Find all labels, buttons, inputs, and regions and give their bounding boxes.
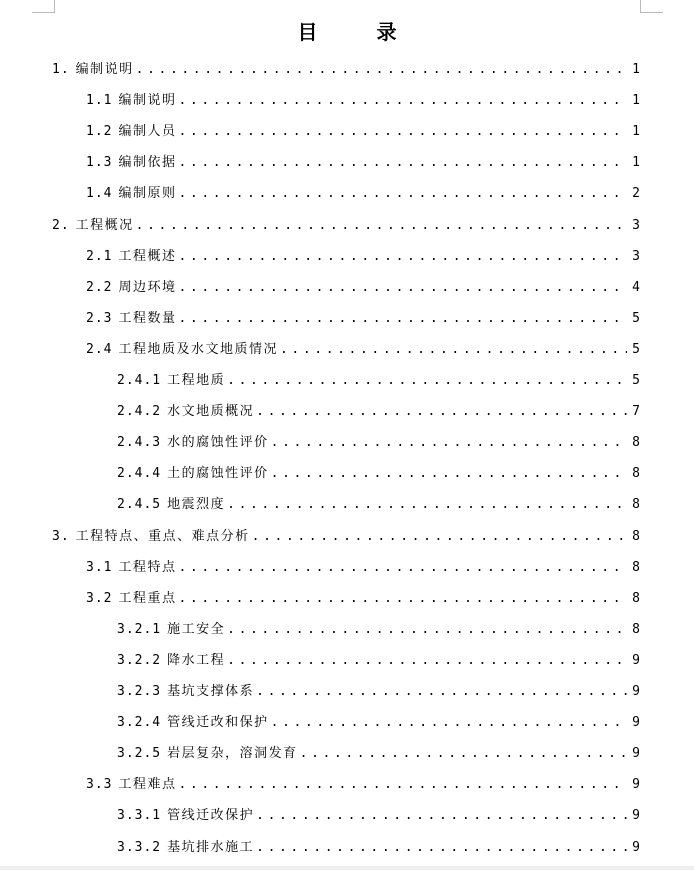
toc-entry-page-number: 5 — [632, 311, 640, 326]
toc-entry[interactable] — [86, 309, 640, 329]
toc-entry-text: 降水工程 — [167, 653, 226, 668]
toc-dot-leader — [256, 682, 627, 702]
toc-entry-number: 2.4.3 — [117, 435, 162, 450]
toc-entry-text: 工程概况 — [75, 218, 134, 233]
toc-entry-number: 2.4.5 — [117, 497, 162, 512]
toc-entry-text: 工程地质及水文地质情况 — [118, 342, 278, 357]
toc-entry-page-number: 9 — [632, 684, 640, 699]
toc-dot-leader — [227, 495, 627, 515]
toc-entry-text: 岩层复杂，溶洞发育 — [167, 746, 298, 761]
toc-entry-number: 2.4.2 — [117, 404, 162, 419]
toc-entry-number: 3.2.3 — [117, 684, 162, 699]
toc-dot-leader — [227, 371, 627, 391]
toc-entry-number: 3.3 — [86, 777, 113, 792]
toc-dot-leader — [252, 527, 627, 547]
toc-entry[interactable] — [86, 153, 640, 173]
crop-mark-top-right — [640, 0, 663, 13]
toc-entry[interactable] — [86, 247, 640, 267]
toc-entry-number: 1. — [52, 62, 70, 77]
toc-dot-leader — [227, 620, 627, 640]
toc-entry-page-number: 9 — [632, 808, 640, 823]
page-bottom-edge — [0, 866, 694, 870]
toc-dot-leader — [179, 309, 628, 329]
toc-entry[interactable] — [117, 371, 640, 391]
toc-dot-leader — [271, 433, 627, 453]
toc-entry-text: 工程特点 — [118, 560, 177, 575]
toc-entry-text: 工程重点 — [118, 591, 177, 606]
toc-entry-text: 编制说明 — [118, 93, 177, 108]
toc-entry[interactable] — [86, 589, 640, 609]
toc-title: 目 录 — [297, 20, 423, 44]
toc-entry-text: 管线迁改和保护 — [167, 715, 269, 730]
toc-entry-number: 3.2 — [86, 591, 113, 606]
toc-dot-leader — [136, 216, 627, 236]
toc-entry[interactable] — [86, 775, 640, 795]
toc-entry-page-number: 1 — [632, 124, 640, 139]
toc-entry-number: 3.1 — [86, 560, 113, 575]
toc-entry-page-number: 1 — [632, 155, 640, 170]
toc-entry-text: 水的腐蚀性评价 — [167, 435, 269, 450]
toc-entry[interactable] — [117, 806, 640, 826]
toc-entry-number: 3.2.1 — [117, 622, 162, 637]
toc-entry[interactable] — [86, 340, 640, 360]
toc-entry-text: 水文地质概况 — [167, 404, 255, 419]
toc-entry-number: 3.2.4 — [117, 715, 162, 730]
toc-dot-leader — [179, 153, 628, 173]
toc-entry[interactable] — [117, 682, 640, 702]
toc-entry-number: 3.3.1 — [117, 808, 162, 823]
toc-entry-number: 2.4 — [86, 342, 113, 357]
toc-dot-leader — [300, 744, 627, 764]
toc-entry-text: 基坑排水施工 — [167, 840, 255, 855]
toc-entry-text: 工程特点、重点、难点分析 — [75, 529, 250, 544]
toc-entry-page-number: 8 — [632, 529, 640, 544]
toc-entry[interactable] — [117, 402, 640, 422]
toc-dot-leader — [271, 713, 627, 733]
toc-entry-text: 编制人员 — [118, 124, 177, 139]
toc-entry[interactable] — [117, 464, 640, 484]
toc-entry-text: 工程地质 — [167, 373, 226, 388]
toc-entry-number: 2.4.1 — [117, 373, 162, 388]
toc-entry-page-number: 8 — [632, 591, 640, 606]
toc-entry-number: 3. — [52, 529, 70, 544]
toc-entry[interactable] — [117, 651, 640, 671]
toc-entry-number: 1.3 — [86, 155, 113, 170]
toc-entry-text: 管线迁改保护 — [167, 808, 255, 823]
toc-dot-leader — [179, 91, 628, 111]
toc-entry-text: 工程难点 — [118, 777, 177, 792]
toc-dot-leader — [136, 60, 627, 80]
toc-entry-page-number: 7 — [632, 404, 640, 419]
toc-entry-number: 3.3.2 — [117, 840, 162, 855]
toc-entry-text: 土的腐蚀性评价 — [167, 466, 269, 481]
toc-entry[interactable] — [86, 184, 640, 204]
toc-entry-number: 2.2 — [86, 280, 113, 295]
toc-entry[interactable] — [86, 278, 640, 298]
toc-entry-text: 编制说明 — [75, 62, 134, 77]
toc-dot-leader — [271, 464, 627, 484]
toc-entry-page-number: 5 — [632, 342, 640, 357]
toc-dot-leader — [179, 558, 628, 578]
toc-entry-page-number: 5 — [632, 373, 640, 388]
toc-entry-page-number: 9 — [632, 746, 640, 761]
toc-entry-page-number: 2 — [632, 186, 640, 201]
toc-entry-page-number: 8 — [632, 435, 640, 450]
toc-entry-text: 编制原则 — [118, 186, 177, 201]
toc-dot-leader — [256, 838, 627, 858]
toc-entry-page-number: 3 — [632, 218, 640, 233]
toc-entry-text: 基坑支撑体系 — [167, 684, 255, 699]
toc-entry-page-number: 9 — [632, 840, 640, 855]
crop-mark-top-left — [32, 0, 55, 13]
toc-entry-page-number: 8 — [632, 497, 640, 512]
toc-entry[interactable] — [86, 91, 640, 111]
toc-entry-number: 1.2 — [86, 124, 113, 139]
toc-entry[interactable] — [117, 713, 640, 733]
toc-entry-number: 1.1 — [86, 93, 113, 108]
toc-dot-leader — [179, 278, 628, 298]
toc-dot-leader — [256, 806, 627, 826]
toc-entry-number: 2. — [52, 218, 70, 233]
toc-entry[interactable] — [52, 527, 640, 547]
toc-entry-page-number: 8 — [632, 622, 640, 637]
toc-entry-text: 施工安全 — [167, 622, 226, 637]
toc-entry-text: 编制依据 — [118, 155, 177, 170]
toc-entry-number: 2.1 — [86, 249, 113, 264]
toc-entry-text: 工程概述 — [118, 249, 177, 264]
toc-entry[interactable] — [86, 122, 640, 142]
toc-entry[interactable] — [117, 838, 640, 858]
toc-entry[interactable] — [86, 558, 640, 578]
toc-entry[interactable] — [52, 60, 640, 80]
toc-dot-leader — [179, 775, 628, 795]
toc-entry-number: 3.2.2 — [117, 653, 162, 668]
toc-dot-leader — [256, 402, 627, 422]
toc-entry-text: 周边环境 — [118, 280, 177, 295]
toc-entry-page-number: 1 — [632, 62, 640, 77]
toc-entry-text: 地震烈度 — [167, 497, 226, 512]
toc-entry-text: 工程数量 — [118, 311, 177, 326]
toc-dot-leader — [179, 247, 628, 267]
toc-entry[interactable] — [117, 433, 640, 453]
toc-dot-leader — [179, 122, 628, 142]
toc-entry-page-number: 4 — [632, 280, 640, 295]
toc-entry-page-number: 1 — [632, 93, 640, 108]
toc-entry[interactable] — [117, 495, 640, 515]
toc-entry-number: 2.3 — [86, 311, 113, 326]
toc-entry[interactable] — [117, 620, 640, 640]
toc-dot-leader — [227, 651, 627, 671]
toc-entry[interactable] — [52, 216, 640, 236]
toc-entry-number: 3.2.5 — [117, 746, 162, 761]
toc-dot-leader — [280, 340, 627, 360]
toc-entry[interactable] — [117, 744, 640, 764]
toc-dot-leader — [179, 184, 628, 204]
toc-entry-number: 2.4.4 — [117, 466, 162, 481]
toc-entry-page-number: 8 — [632, 560, 640, 575]
toc-entry-page-number: 3 — [632, 249, 640, 264]
toc-dot-leader — [179, 589, 628, 609]
toc-entry-page-number: 9 — [632, 777, 640, 792]
toc-entry-page-number: 9 — [632, 653, 640, 668]
toc-entry-page-number: 8 — [632, 466, 640, 481]
toc-entry-page-number: 9 — [632, 715, 640, 730]
toc-entry-number: 1.4 — [86, 186, 113, 201]
